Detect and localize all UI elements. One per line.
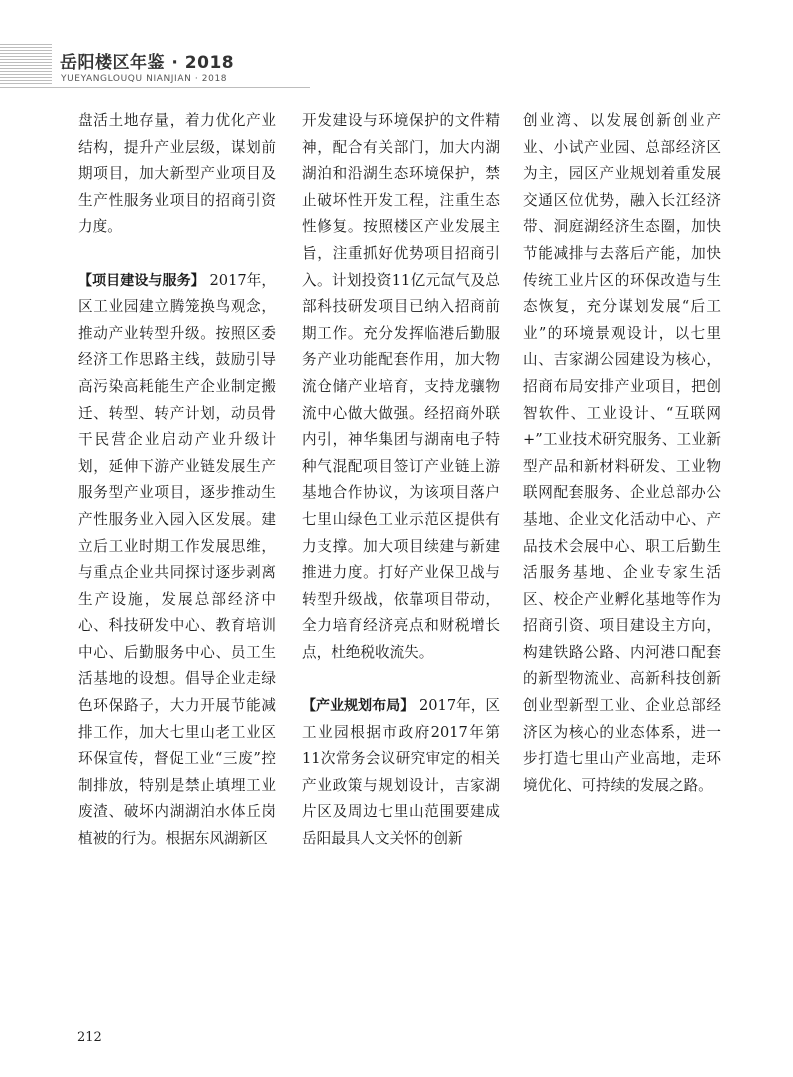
paragraph-continued-2: 创业湾、以发展创新创业产业、小试产业园、总部经济区为主，园区产业规划着重发展交通区位优势，融入长江经济带、洞庭湖经济生态圈，加快节能减排与去落后产能，加快传统工业片区的环保改造与生态恢复，充分谋划发展“后工业”的环境景观设计，以七里山、吉家湖公园建设为核心，招商布局安排产业项目，把创智软件、工业设计、“互联网+”工业技术研究服务、工业新型产品和新材料研发、工业物联网配套服务、企业总部办公基地、企业文化活动中心、产品技术会展中心、职工后勤生活服务基地、企业专家生活区、校企产业孵化基地等作为招商引资、项目建设主方向，构建铁路公路、内河港口配套的新型物流业、高新科技创新创业型新型工业、企业总部经济区为核心的业态体系，进一步打造七里山产业高地，走环境优化、可持续的发展之路。 <box>523 112 721 794</box>
text-column-2 <box>302 108 500 853</box>
paragraph-continued: 开发建设与环境保护的文件精神，配合有关部门，加大内湖湖泊和沿湖生态环境保护，禁止破坏性开发工程，注重生态性修复。按照楼区产业发展主旨，注重抓好优势项目招商引入。计划投资11亿元氙气及总部科技研发项目已纳入招商前期工作。充分发挥临港后勤服务产业功能配套作用，加大物流仓储产业培育，支持龙骧物流中心做大做强。经招商外联内引，神华集团与湖南电子特种气混配项目签订产业链上游基地合作协议，为该项目落户七里山绿色工业示范区提供有力支撑。加大项目续建与新建推进力度。打好产业保卫战与转型升级战，依靠项目带动，全力培育经济亮点和财税增长点，杜绝税收流失。 <box>302 112 500 661</box>
text-column-3 <box>523 108 721 799</box>
page-number: 212 <box>77 1030 102 1045</box>
running-header-title: 岳阳楼区年鉴 · 2018 <box>60 53 235 73</box>
header-decoration <box>0 44 52 84</box>
running-header-subtitle: YUEYANGLOUQU NIANJIAN · 2018 <box>61 74 228 84</box>
paragraph-project-construction <box>78 268 276 853</box>
section-heading-industry-planning: 【产业规划布局】 <box>302 698 415 715</box>
paragraph-intro: 盘活土地存量，着力优化产业结构，提升产业层级，谋划前期项目，加大新型产业项目及生产性服务业项目的招商引资力度。 <box>78 112 276 236</box>
section-heading-project-construction: 【项目建设与服务】 <box>78 272 205 289</box>
section-text-project-construction: 2017年，区工业园建立腾笼换鸟观念，推动产业转型升级。按照区委经济工作思路主线，鼓励引导高污染高耗能生产企业制定搬迁、转型、转产计划，动员骨干民营企业启动产业升级计划，延伸下游产业链发展生产服务型产业项目，逐步推动生产性服务业入园入区发展。建立后工业时期工作发展思维，与重点企业共同探讨逐步剥离生产设施，发展总部经济中心、科技研发中心、教育培训中心、后勤服务中心、员工生活基地的设想。倡导企业走绿色环保路子，大力开展节能减排工作，加大七里山老工业区环保宣传，督促工业“三废”控制排放，特别是禁止填埋工业废渣、破坏内湖湖泊水体丘岗植被的行为。根据东风湖新区 <box>78 271 277 848</box>
text-column-1 <box>78 108 276 853</box>
paragraph-industry-planning <box>302 693 500 853</box>
section-text-industry-planning: 2017年，区工业园根据市政府2017年第11次常务会议研究审定的相关产业政策与规划设计，吉家湖片区及周边七里山范围要建成岳阳最具人文关怀的创新 <box>302 697 501 848</box>
header-rule <box>0 87 310 88</box>
